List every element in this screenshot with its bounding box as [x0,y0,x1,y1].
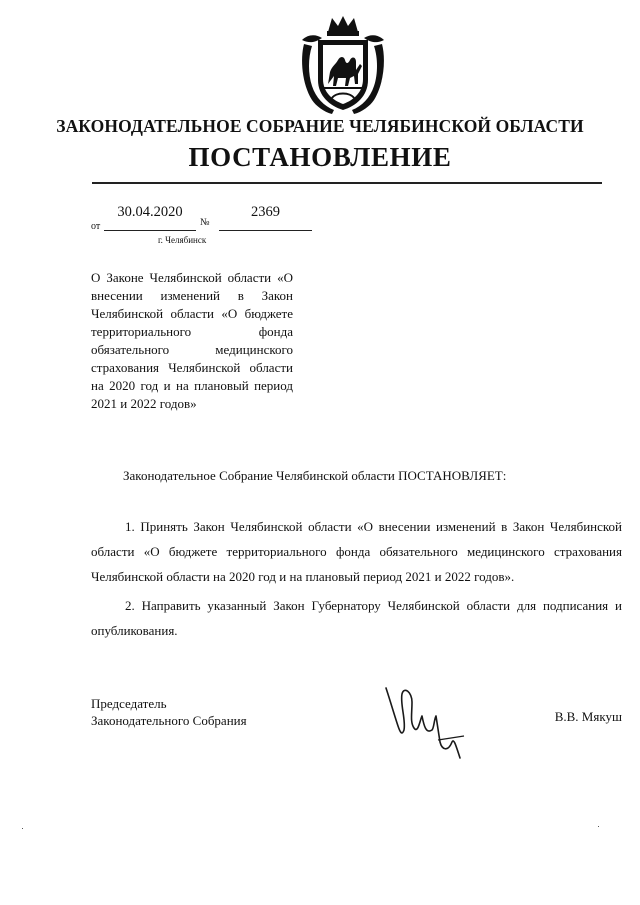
decree-item-2: 2. Направить указанный Закон Губернатору Челябинской области для подписания и опубликования. [91,598,622,638]
number-label: № [200,217,210,228]
signatory-title-line-1: Председатель [91,696,167,711]
number-underline [219,230,312,231]
decree-item-1: 1. Принять Закон Челябинской области «О внесении изменений в Закон Челябинской области «О бюджете территориального фонда обязательного медицинского страхования Челябинской области на 2020 год и на плановый период 2021 и 2022 годов». [91,519,622,584]
document-type-title: ПОСТАНОВЛЕНИЕ [188,142,452,172]
document-date: 30.04.2020 [117,204,183,220]
signatory-name: В.В. Мякуш [554,709,622,724]
organization-name: ЗАКОНОДАТЕЛЬНОЕ СОБРАНИЕ ЧЕЛЯБИНСКОЙ ОБЛАСТИ [56,116,584,136]
scan-speck [598,826,599,827]
signatory-title [91,695,247,729]
scan-speck [22,828,23,829]
chelyabinsk-coat-of-arms-icon [298,14,388,118]
signatory-title-line-2: Законодательного Собрания [91,713,247,728]
handwritten-signature [376,680,468,772]
city-label: г. Челябинск [158,235,207,245]
date-underline [104,230,196,231]
date-label: от [91,221,101,232]
header-divider [92,182,602,184]
document-number: 2369 [251,204,280,220]
document-subject: О Законе Челябинской области «О внесении изменений в Закон Челябинской области «О бюджете территориального фонда обязательного медицинского страхования Челябинской области на 2020 год и на плановый период 2021 и 2022 годов» [91,270,293,411]
decree-intro: Законодательное Собрание Челябинской области ПОСТАНОВЛЯЕТ: [123,468,507,483]
